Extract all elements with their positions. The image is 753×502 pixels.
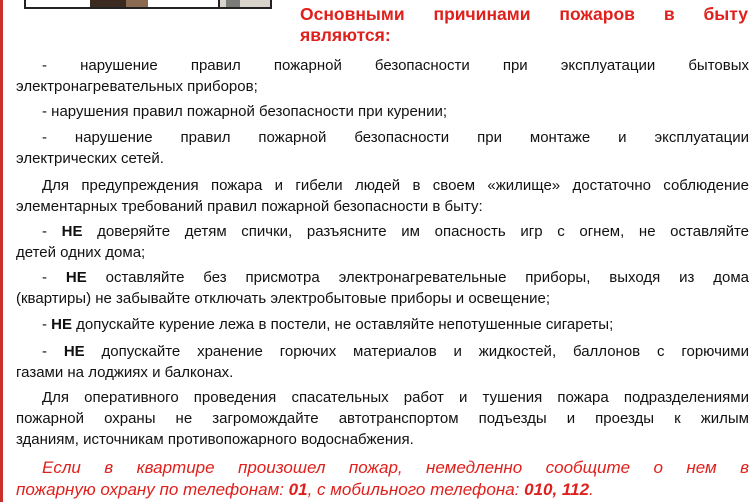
cause-1: [16, 55, 749, 97]
operational-line-3: зданиям, источникам противопожарного водоснабжения.: [16, 431, 414, 448]
intro-paragraph: [16, 175, 749, 217]
rule-3: [16, 314, 749, 335]
intro-line-2: элементарных требований правил пожарной безопасности в быту:: [16, 198, 483, 215]
heading-line-2: являются:: [300, 25, 391, 45]
intro-line-1: Для предупреждения пожара и гибели людей в своем «жилище» достаточно соблюдение: [42, 177, 749, 194]
photo-illustration-right: [218, 0, 272, 9]
operational-paragraph: [16, 387, 749, 450]
rule-4-line-1: - НЕ допускайте хранение горючих материалов и жидкостей, баллонов с горючими: [42, 343, 749, 360]
operational-line-2: пожарной охраны не загромождайте автотранспортом подъезды и проезды к жилым: [16, 410, 749, 427]
cause-3: [16, 127, 749, 169]
emergency-line-2: пожарную охрану по телефонам: 01, с мобильного телефона: 010, 112.: [16, 480, 594, 499]
phone-landline: 01: [288, 480, 308, 499]
cause-3-line-1: - нарушение правил пожарной безопасности при монтаже и эксплуатации: [42, 129, 749, 146]
operational-line-1: Для оперативного проведения спасательных работ и тушения пожара подразделениями: [42, 389, 749, 406]
rule-1-line-1: - НЕ доверяйте детям спички, разъясните им опасность игр с огнем, не оставляйте: [42, 223, 749, 240]
rule-4: [16, 341, 749, 383]
rule-1-line-2: детей одних дома;: [16, 244, 146, 261]
emergency-line-1: Если в квартире произошел пожар, немедленно сообщите о нем в: [42, 458, 749, 477]
cause-2: [16, 101, 749, 122]
rule-3-line-1: - НЕ допускайте курение лежа в постели, не оставляйте непотушенные сигареты;: [42, 316, 614, 333]
rule-4-line-2: газами на лоджиях и балконах.: [16, 364, 234, 381]
ne-word: НЕ: [61, 223, 83, 240]
ne-word: НЕ: [63, 343, 85, 360]
cause-3-line-2: электрических сетей.: [16, 150, 164, 167]
heading-line-1: Основными причинами пожаров в быту: [300, 4, 748, 24]
rule-2: [16, 267, 749, 309]
photo-illustration-left: [24, 0, 220, 9]
rule-2-line-1: - НЕ оставляйте без присмотра электронагревательные приборы, выходя из дома: [42, 269, 749, 286]
cause-1-line-1: - нарушение правил пожарной безопасности при эксплуатации бытовых: [42, 57, 749, 74]
emergency-call-notice: [16, 457, 749, 501]
cause-2-line-1: - нарушения правил пожарной безопасности при курении;: [42, 103, 448, 120]
rule-2-line-2: (квартиры) не забывайте отключать электробытовые приборы и освещение;: [16, 290, 551, 307]
cause-1-line-2: электронагревательных приборов;: [16, 78, 258, 95]
phone-mobile: 010, 112: [524, 480, 590, 499]
heading: [300, 4, 748, 46]
left-border: [0, 0, 3, 502]
rule-1: [16, 221, 749, 263]
ne-word: НЕ: [65, 269, 87, 286]
ne-word: НЕ: [51, 316, 73, 333]
